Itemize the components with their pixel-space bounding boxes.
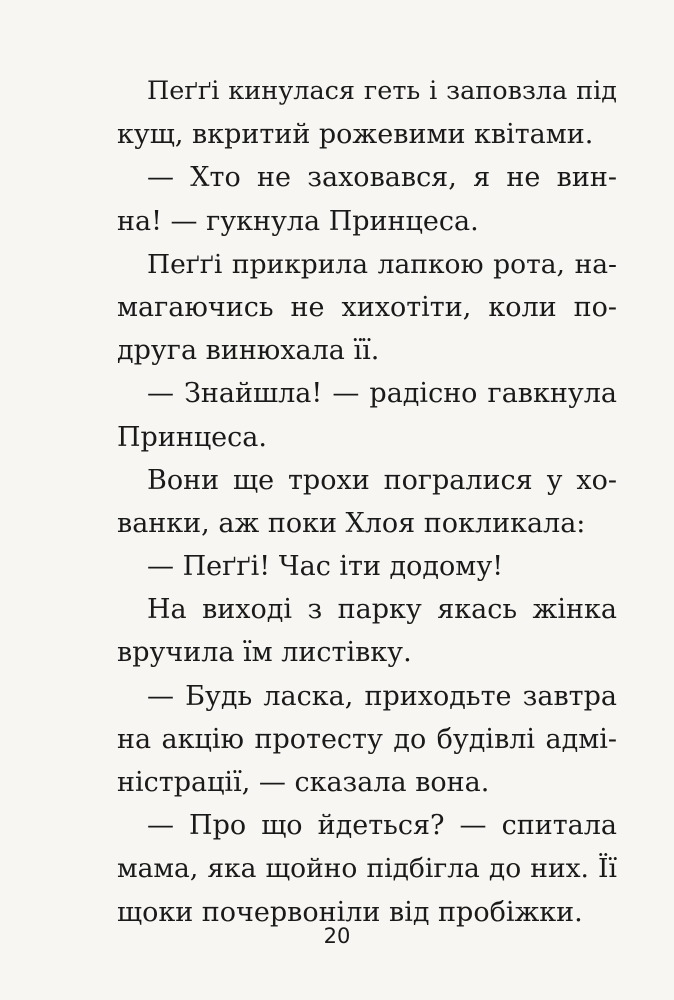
page-number: 20 xyxy=(323,924,351,948)
paragraph xyxy=(117,372,617,458)
paragraph xyxy=(117,243,617,373)
text-line: ванки, аж поки Хлоя покликала: xyxy=(117,507,586,539)
text-line: вручила їм листівку. xyxy=(117,637,412,669)
paragraph xyxy=(117,156,617,242)
text-line: друга винюхала її. xyxy=(117,335,380,367)
text-line: — Знайшла! — радісно гавкнула xyxy=(147,378,617,410)
paragraph xyxy=(117,459,617,545)
text-line: мама, яка щойно підбігла до них. Її xyxy=(117,853,617,885)
text-line: Вони ще трохи погралися у хо- xyxy=(147,464,617,496)
text-line: ністрації, — сказала вона. xyxy=(117,767,490,798)
body-text xyxy=(117,70,617,934)
text-line: щоки почервоніли від пробіжки. xyxy=(117,896,583,928)
text-line: Пеґґі прикрила лапкою рота, на- xyxy=(147,248,617,280)
text-line: Пеґґі кинулася геть і заповзла під xyxy=(147,76,617,106)
text-line: — Пеґґі! Час іти додому! xyxy=(147,551,504,583)
text-line: — Хто не заховався, я не вин- xyxy=(147,162,617,194)
paragraph xyxy=(117,588,617,674)
text-line: магаючись не хихотіти, коли по- xyxy=(117,291,617,323)
text-line: На виході з парку якась жінка xyxy=(147,594,617,626)
text-line: на! — гукнула Принцеса. xyxy=(117,205,479,237)
paragraph xyxy=(117,70,617,156)
text-line: на акцію протесту до будівлі адмі- xyxy=(117,723,617,755)
text-line: Принцеса. xyxy=(117,421,267,453)
text-line: — Будь ласка, приходьте завтра xyxy=(147,680,617,712)
text-line: кущ, вкритий рожевими квітами. xyxy=(117,119,594,151)
paragraph xyxy=(117,545,617,588)
paragraph xyxy=(117,804,617,934)
paragraph xyxy=(117,675,617,805)
text-line: — Про що йдеться? — спитала xyxy=(147,810,617,842)
